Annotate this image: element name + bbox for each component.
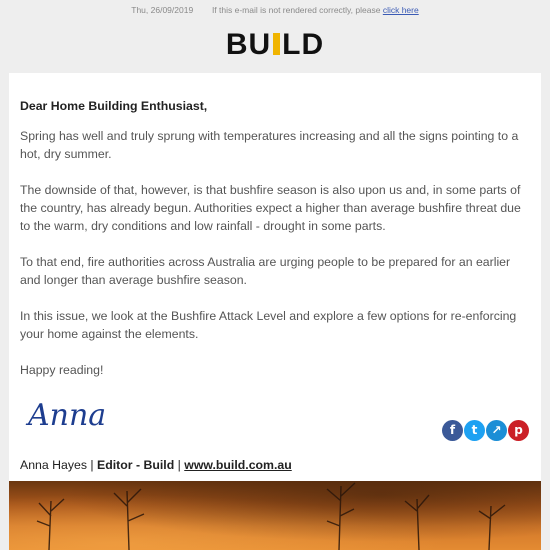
facebook-icon[interactable]: f bbox=[442, 420, 463, 441]
signature: Anna bbox=[28, 398, 107, 433]
social-icons bbox=[441, 420, 529, 442]
email-body bbox=[20, 97, 532, 397]
byline-separator: | bbox=[174, 458, 185, 472]
build-logo[interactable] bbox=[0, 30, 550, 62]
preheader bbox=[0, 0, 550, 20]
greeting: Dear Home Building Enthusiast, bbox=[20, 99, 208, 113]
tree-silhouettes bbox=[9, 481, 541, 550]
twitter-icon[interactable]: t bbox=[464, 420, 485, 441]
website-link[interactable]: www.build.com.au bbox=[184, 458, 292, 472]
paragraph-2: The downside of that, however, is that bushfire season is also upon us and, in some parts of the country, has already begun. Authorities expect a higher than average bushfire threat due to the warm, dry conditions and low rainfall - drought in some parts. bbox=[20, 183, 521, 233]
author-role: Editor - Build bbox=[97, 458, 175, 472]
preheader-notice: If this e-mail is not rendered correctly, please bbox=[211, 5, 381, 15]
byline bbox=[20, 458, 292, 472]
signature-row bbox=[20, 398, 532, 448]
logo-i-bar bbox=[273, 33, 280, 55]
paragraph-3: To that end, fire authorities across Australia are urging people to be prepared for an earlier and longer than average bushfire season. bbox=[20, 255, 511, 287]
paragraph-5: Happy reading! bbox=[20, 363, 104, 377]
paragraph-1: Spring has well and truly sprung with temperatures increasing and all the signs pointing to a hot, dry summer. bbox=[20, 129, 519, 161]
preheader-date: Thu, 26/09/2019 bbox=[131, 5, 194, 15]
logo-text-right: LD bbox=[282, 28, 325, 61]
email-card bbox=[9, 73, 541, 550]
share-icon[interactable]: ↗ bbox=[486, 420, 507, 441]
bushfire-hero-image[interactable] bbox=[9, 481, 541, 550]
logo-text-left: BU bbox=[225, 28, 272, 61]
pinterest-icon[interactable]: p bbox=[508, 420, 529, 441]
author-name: Anna Hayes bbox=[20, 458, 87, 472]
byline-separator: | bbox=[87, 458, 98, 472]
paragraph-4: In this issue, we look at the Bushfire Attack Level and explore a few options for re-enforcing your home against the elements. bbox=[20, 309, 517, 341]
view-online-link[interactable]: click here bbox=[382, 5, 419, 15]
